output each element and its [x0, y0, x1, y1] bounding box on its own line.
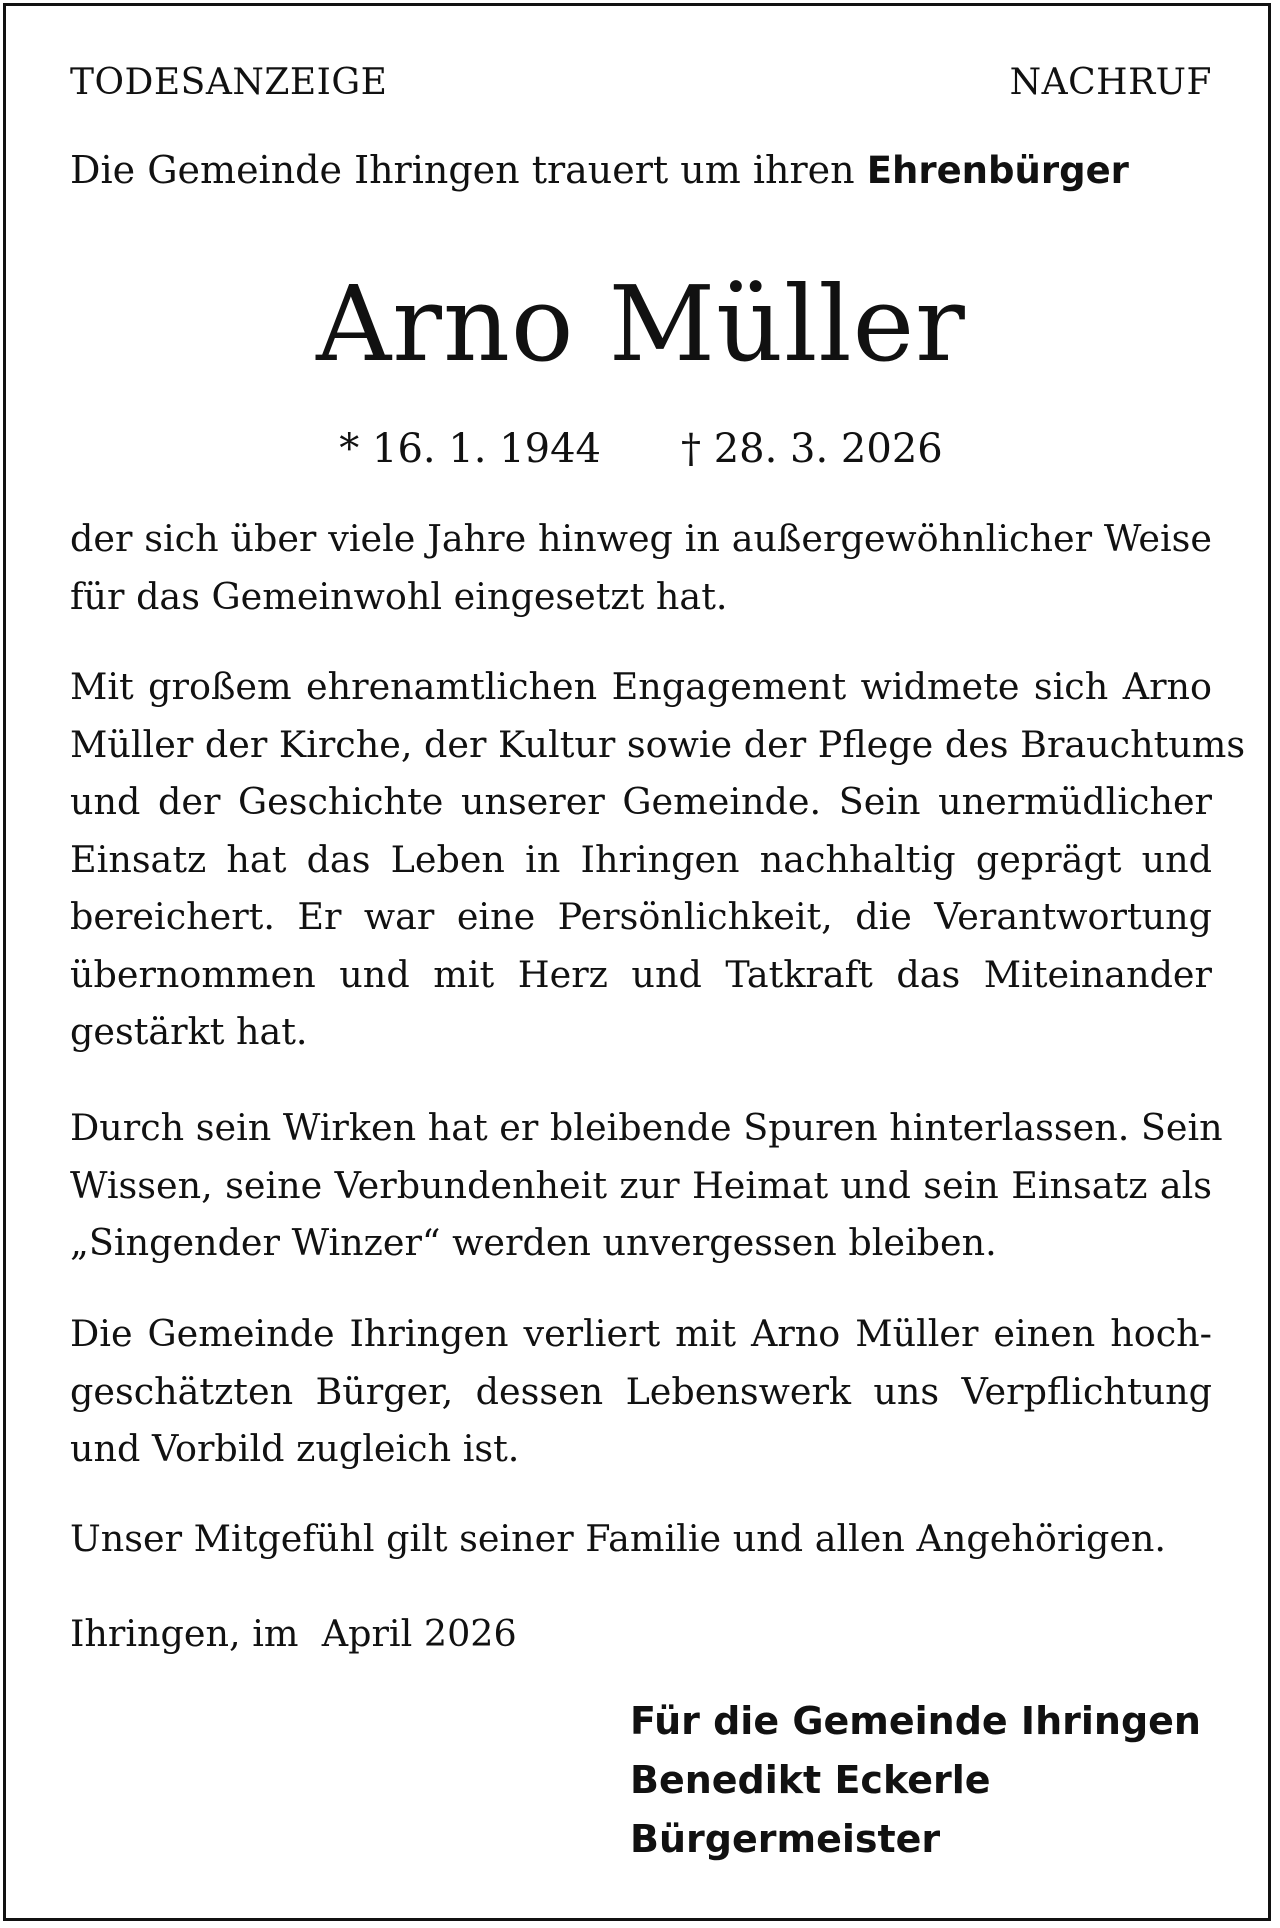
paragraph-2 — [70, 658, 1246, 1061]
paragraph-line: und Vorbild zugleich ist. — [70, 1427, 520, 1470]
paragraph-line: und der Geschichte unserer Gemeinde. Sein unermüdlicher — [70, 780, 1212, 823]
place-date-line — [70, 1605, 1212, 1663]
death-date: † 28. 3. 2026 — [681, 426, 943, 472]
paragraph-line: Durch sein Wirken hat er bleibende Spuren hinterlassen. Sein — [70, 1106, 1223, 1149]
intro-emphasis: Ehrenbürger — [866, 149, 1129, 192]
birth-date: * 16. 1. 1944 — [339, 426, 601, 472]
deceased-name: Arno Müller — [316, 263, 966, 385]
paragraph-line: Mit großem ehrenamtlichen Engagement widmete sich Arno — [70, 665, 1212, 708]
paragraph-4 — [70, 1305, 1212, 1478]
intro-text: Die Gemeinde Ihringen trauert um ihren — [70, 148, 855, 192]
signature-name: Benedikt Eckerle — [630, 1758, 991, 1802]
signature-title: Bürgermeister — [630, 1817, 941, 1861]
paragraph-line: Wissen, seine Verbundenheit zur Heimat und sein Einsatz als — [70, 1163, 1212, 1207]
paragraph-line: Die Gemeinde Ihringen verliert mit Arno Müller einen hoch- — [70, 1312, 1212, 1355]
life-dates — [70, 426, 1212, 472]
paragraph-line: gestärkt hat. — [70, 1010, 308, 1053]
paragraph-1 — [70, 510, 1212, 625]
paragraph-line: übernommen und mit Herz und Tatkraft das Miteinander — [70, 952, 1212, 996]
paragraph-line: Einsatz hat das Leben in Ihringen nachhaltig geprägt und — [70, 837, 1212, 881]
header-todesanzeige: TODESANZEIGE — [70, 62, 388, 103]
paragraph-line: geschätzten Bürger, dessen Lebenswerk uns Verpflichtung — [70, 1369, 1212, 1413]
paragraph-5 — [70, 1510, 1212, 1568]
paragraph-line: Müller der Kirche, der Kultur sowie der Pflege des Brauchtums — [70, 722, 1246, 766]
paragraph-line: Unser Mitgefühl gilt seiner Familie und allen Angehörigen. — [70, 1517, 1167, 1560]
intro-line — [70, 148, 1129, 192]
paragraph-line: für das Gemeinwohl eingesetzt hat. — [70, 574, 728, 618]
signature-organization: Für die Gemeinde Ihringen — [630, 1699, 1201, 1743]
paragraph-line: der sich über viele Jahre hinweg in außergewöhnlicher Weise — [70, 517, 1212, 560]
paragraph-line: „Singender Winzer“ werden unvergessen bleiben. — [70, 1221, 997, 1264]
paragraph-line: Ihringen, im April 2026 — [70, 1612, 517, 1655]
paragraph-3 — [70, 1099, 1223, 1272]
signature-block — [630, 1692, 1201, 1869]
header-nachruf: NACHRUF — [1009, 62, 1212, 103]
paragraph-line: bereichert. Er war eine Persönlichkeit, die Verantwortung — [70, 895, 1212, 938]
